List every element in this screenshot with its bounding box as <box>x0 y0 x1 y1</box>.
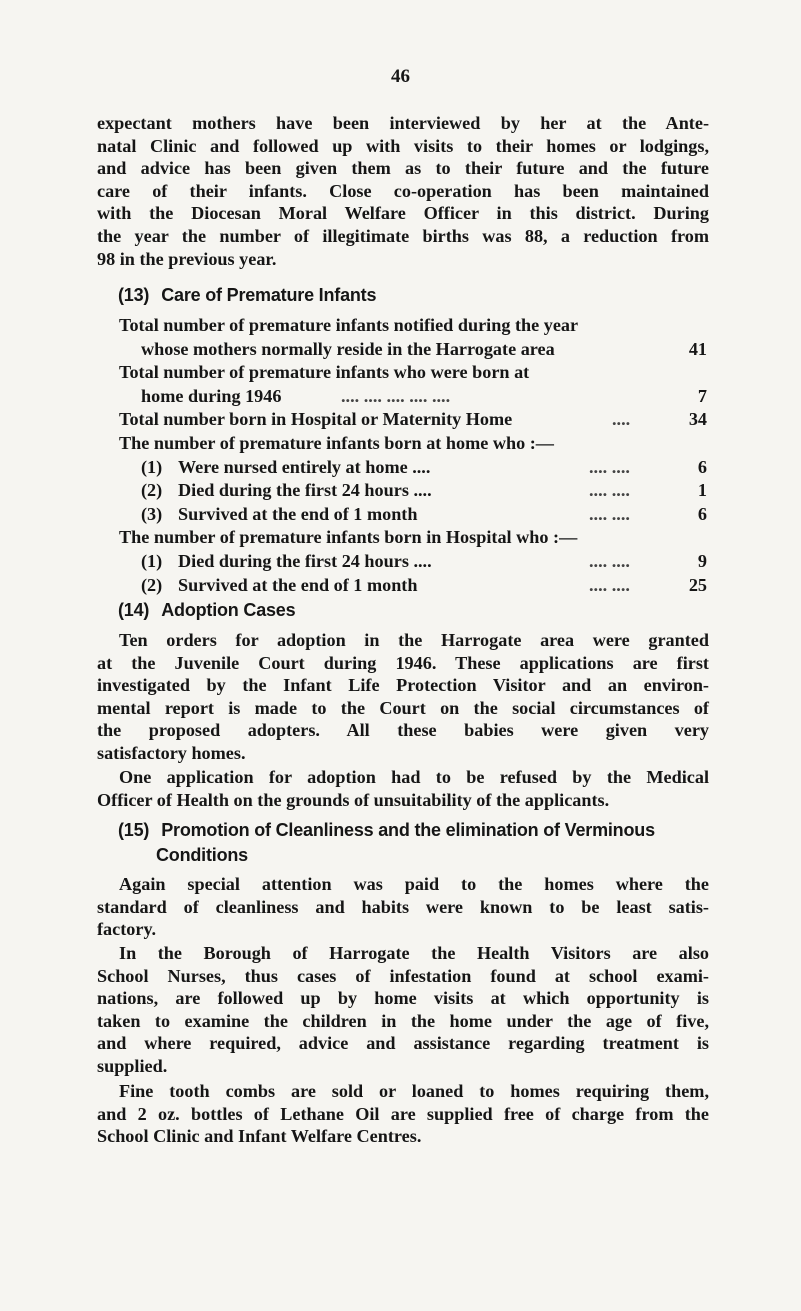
stat-label: Were nursed entirely at home .... <box>178 456 431 477</box>
item-number: (2) <box>141 574 163 595</box>
leader-dots: .... .... .... .... .... <box>341 385 451 406</box>
stat-label: whose mothers normally reside in the Harrogate area <box>141 338 555 359</box>
leader-dots: .... .... <box>589 456 630 477</box>
text-line: School Clinic and Infant Welfare Centres. <box>97 1126 422 1147</box>
stat-label: home during 1946 <box>141 385 282 406</box>
stat-row <box>119 550 709 574</box>
text-line: investigated by the Infant Life Protection Visitor and an environ- <box>97 675 709 696</box>
stat-row <box>119 408 709 432</box>
text-line: One application for adoption had to be refused by the Medical <box>119 767 709 787</box>
stat-label: Survived at the end of 1 month <box>178 574 418 595</box>
text-line: and 2 oz. bottles of Lethane Oil are supplied free of charge from the <box>97 1103 709 1124</box>
text-line: care of their infants. Close co-operation has been maintained <box>97 180 709 201</box>
cleanliness-paragraph-2 <box>97 942 709 1078</box>
leader-dots: .... .... <box>589 503 630 524</box>
stat-value: 41 <box>688 338 707 359</box>
stat-value: 6 <box>697 503 707 524</box>
text-line: expectant mothers have been interviewed by her at the Ante- <box>97 113 709 133</box>
stat-label: Total number of premature infants notified during the year <box>119 315 579 335</box>
stat-row <box>119 385 709 409</box>
leader-dots: .... .... <box>589 574 630 595</box>
stat-label: Survived at the end of 1 month <box>178 503 418 524</box>
stat-row <box>119 314 709 338</box>
text-line: with the Diocesan Moral Welfare Officer in this district. During <box>97 203 709 224</box>
stat-row <box>119 361 709 385</box>
leader-dots: .... .... <box>589 480 630 501</box>
item-number: (2) <box>141 480 163 501</box>
text-line: the year the number of illegitimate births was 88, a reduction from <box>97 225 709 246</box>
text-line: the proposed adopters. All these babies were given very <box>97 720 709 741</box>
text-line: satisfactory homes. <box>97 742 246 763</box>
stat-row <box>119 526 709 550</box>
stat-row <box>119 456 709 480</box>
text-line: 98 in the previous year. <box>97 248 277 269</box>
stat-value: 34 <box>688 409 707 430</box>
text-line: Again special attention was paid to the homes where the <box>119 874 709 894</box>
text-line: School Nurses, thus cases of infestation found at school exami- <box>97 965 709 986</box>
stat-value: 1 <box>697 480 707 501</box>
leader-dots: .... <box>612 409 631 430</box>
text-line: at the Juvenile Court during 1946. These applications are first <box>97 652 709 673</box>
page-number: 46 <box>391 66 410 87</box>
section-14-heading <box>118 600 295 621</box>
stat-value: 25 <box>688 574 707 595</box>
item-number: (1) <box>141 550 163 571</box>
text-line: mental report is made to the Court on the social circumstances of <box>97 697 709 718</box>
stat-label: Total number born in Hospital or Maternity Home <box>119 409 513 430</box>
item-number: (1) <box>141 456 163 477</box>
stat-value: 9 <box>697 550 707 571</box>
intro-paragraph <box>97 112 709 270</box>
stat-label: Died during the first 24 hours .... <box>178 550 432 571</box>
text-line: In the Borough of Harrogate the Health Visitors are also <box>119 943 709 963</box>
section-number: (15) <box>118 820 150 840</box>
text-line: and where required, advice and assistance regarding treatment is <box>97 1033 709 1054</box>
stat-row <box>119 338 709 362</box>
cleanliness-paragraph-1 <box>97 873 709 941</box>
stat-label: Died during the first 24 hours .... <box>178 480 432 501</box>
stat-row <box>119 479 709 503</box>
leader-dots: .... .... <box>589 550 630 571</box>
adoption-paragraph-1 <box>97 629 709 765</box>
stat-label: The number of premature infants born in Hospital who :— <box>119 527 578 548</box>
section-number: (13) <box>118 285 150 305</box>
text-line: natal Clinic and followed up with visits to their homes or lodgings, <box>97 135 709 156</box>
section-13-heading <box>118 285 376 306</box>
item-number: (3) <box>141 503 163 524</box>
stat-label: The number of premature infants born at home who :— <box>119 432 554 453</box>
section-title: Adoption Cases <box>161 600 296 620</box>
text-line: Ten orders for adoption in the Harrogate area were granted <box>119 630 709 650</box>
cleanliness-paragraph-3 <box>97 1080 709 1148</box>
stat-label: Total number of premature infants who were born at <box>119 362 530 383</box>
adoption-paragraph-2 <box>97 766 709 811</box>
section-title: Promotion of Cleanliness and the elimination of Verminous <box>161 820 655 840</box>
text-line: taken to examine the children in the home under the age of five, <box>97 1010 709 1031</box>
stat-row <box>119 432 709 456</box>
text-line: Officer of Health on the grounds of unsuitability of the applicants. <box>97 789 610 810</box>
text-line: nations, are followed up by home visits at which opportunity is <box>97 988 709 1009</box>
text-line: supplied. <box>97 1055 168 1076</box>
section-title-continued: Conditions <box>156 845 248 865</box>
text-line: and advice has been given them as to their future and the future <box>97 158 709 179</box>
stat-row <box>119 574 709 598</box>
stat-value: 6 <box>697 456 707 477</box>
premature-infants-stats <box>119 314 709 597</box>
text-line: Fine tooth combs are sold or loaned to homes requiring them, <box>119 1081 709 1101</box>
section-title: Care of Premature Infants <box>161 285 377 305</box>
text-line: factory. <box>97 919 157 940</box>
section-number: (14) <box>118 600 150 620</box>
stat-value: 7 <box>697 385 707 406</box>
section-15-heading <box>118 820 655 866</box>
stat-row <box>119 503 709 527</box>
text-line: standard of cleanliness and habits were known to be least satis- <box>97 896 709 917</box>
